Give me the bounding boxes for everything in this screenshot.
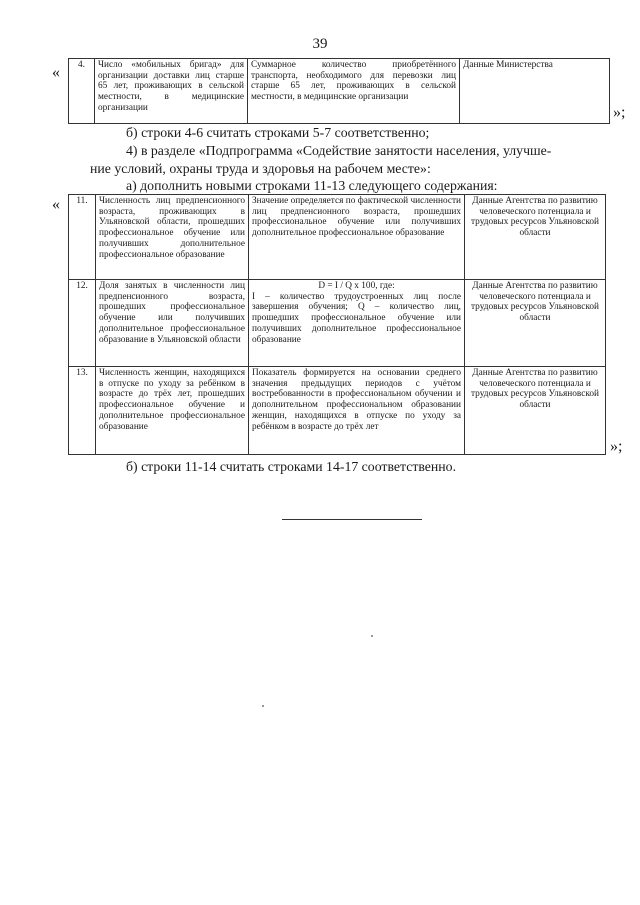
paragraph-b-rows-4-6: б) строки 4-6 считать строками 5-7 соответственно; — [126, 125, 430, 140]
open-quote-2: « — [52, 196, 60, 213]
formula-term-i: I – количество трудоустроенных лиц после завершения обучения; — [252, 291, 461, 313]
paragraph-a: а) дополнить новыми строками 11-13 следующего содержания: — [126, 178, 498, 193]
calculation-method — [249, 280, 465, 367]
formula: D = I / Q x 100, где: — [318, 281, 395, 291]
formula-term-q: Q – количество лиц, прошедших профессиональное обучение или получивших дополнительное профессиональное образование — [252, 302, 462, 345]
separator-line — [282, 519, 422, 520]
indicator-table-2 — [68, 194, 606, 455]
close-quote-2: »; — [610, 438, 623, 455]
indicator-table-1 — [68, 58, 610, 124]
scan-speck — [262, 705, 264, 707]
data-source: Данные Агентства по развитию человеческого потенциала и трудовых ресурсов Ульяновской области — [465, 367, 606, 455]
data-source: Данные Министерства — [460, 59, 610, 124]
row-number: 12. — [69, 280, 96, 367]
indicator-name: Численность лиц предпенсионного возраста, проживающих в Ульяновской области, прошедших профессиональное обучение или получивших дополнительное профессиональное образование — [96, 195, 249, 280]
row-number: 13. — [69, 367, 96, 455]
indicator-name: Число «мобильных бригад» для организации доставки лиц старше 65 лет, проживающих в сельской местности, в медицинские организации — [95, 59, 248, 124]
data-source: Данные Агентства по развитию человеческого потенциала и трудовых ресурсов Ульяновской области — [465, 195, 606, 280]
paragraph-4-line-2: ние условий, охраны труда и здоровья на рабочем месте»: — [90, 161, 431, 176]
calculation-method: Суммарное количество приобретённого транспорта, необходимого для перевозки лиц старше 65 лет, проживающих в сельской местности, в медицинские организации — [248, 59, 460, 124]
row-number: 11. — [69, 195, 96, 280]
table-row — [69, 280, 606, 367]
paragraph-b-rows-11-14: б) строки 11-14 считать строками 14-17 соответственно. — [126, 459, 457, 474]
scan-speck — [371, 635, 373, 637]
calculation-method: Значение определяется по фактической численности лиц предпенсионного возраста, прошедших профессиональное обучение или получивших дополнительное профессиональное образование — [249, 195, 465, 280]
data-source: Данные Агентства по развитию человеческого потенциала и трудовых ресурсов Ульяновской области — [465, 280, 606, 367]
row-number: 4. — [69, 59, 95, 124]
paragraph-4-line-1: 4) в разделе «Подпрограмма «Содействие занятости населения, улучше- — [126, 143, 552, 158]
table-row — [69, 59, 610, 124]
close-quote-1: »; — [613, 104, 626, 121]
page-number: 39 — [312, 36, 328, 52]
table-row — [69, 367, 606, 455]
table-row — [69, 195, 606, 280]
open-quote-1: « — [52, 64, 60, 81]
indicator-name: Численность женщин, находящихся в отпуске по уходу за ребёнком в возрасте до трёх лет, прошедших профессиональное обучение и дополнительное профессиональное образование — [96, 367, 249, 455]
calculation-method: Показатель формируется на основании среднего значения предыдущих периодов с учётом востребованности в профессиональном обучении и дополнительном профессиональном образовании женщин, находящихся в отпуске по уходу за ребёнком в возрасте до трёх лет — [249, 367, 465, 455]
indicator-name: Доля занятых в численности лиц предпенсионного возраста, прошедших профессиональное обучение или получивших дополнительное профессиональное образование в Ульяновской области — [96, 280, 249, 367]
